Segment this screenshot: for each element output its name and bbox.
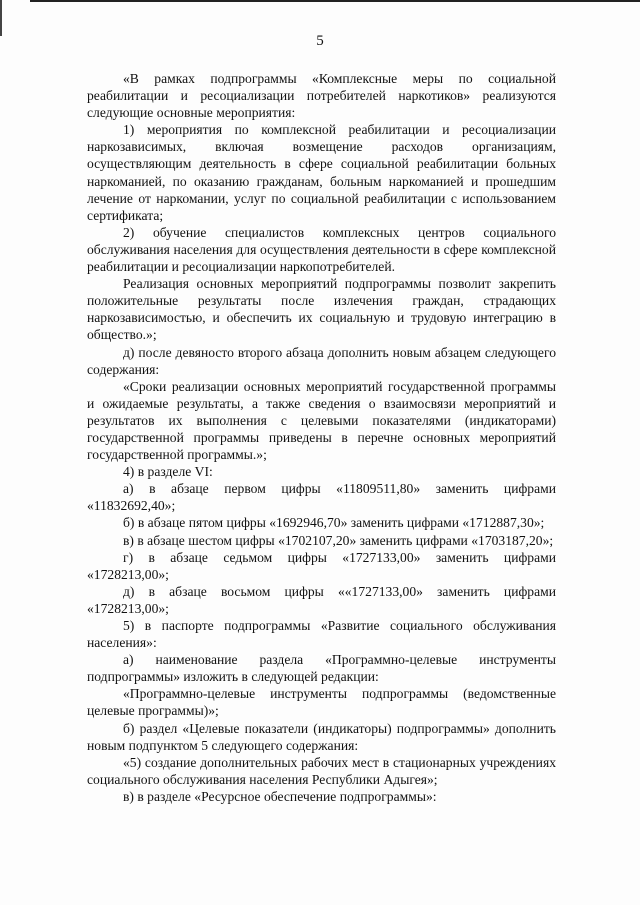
paragraph-7: 4) в разделе VI: <box>123 464 213 480</box>
paragraph-16: б) раздел «Целевые показатели (индикаторы) подпрограммы» дополнить новым подпунктом 5 следующего содержания: <box>87 720 556 753</box>
paragraph-15: «Программно-целевые инструменты подпрограммы (ведомственные целевые программы)»; <box>87 686 556 719</box>
paragraph-9: б) в абзаце пятом цифры «1692946,70» заменить цифрами «1712887,30»; <box>123 515 545 531</box>
paragraph-12: д) в абзаце восьмом цифры ««1727133,00» заменить цифрами «1728213,00»; <box>87 583 556 616</box>
paragraph-11: г) в абзаце седьмом цифры «1727133,00» заменить цифрами «1728213,00»; <box>87 549 556 582</box>
paragraph-10: в) в абзаце шестом цифры «1702107,20» заменить цифрами «1703187,20»; <box>123 532 554 548</box>
paragraph-14: а) наименование раздела «Программно-целевые инструменты подпрограммы» изложить в следующей редакции: <box>87 652 556 685</box>
paragraph-6: «Сроки реализации основных мероприятий государственной программы и ожидаемые результаты, а также сведения о взаимосвязи мероприятий и результатов их выполнения с целевыми показателями (индикаторами) государственной программы приведены в перечне основных мероприятий государственной программы.»; <box>87 378 556 463</box>
paragraph-17: «5) создание дополнительных рабочих мест в стационарных учреждениях социального обслуживания населения Республики Адыгея»; <box>87 754 556 787</box>
scan-edge-left <box>0 0 2 36</box>
paragraph-2: 1) мероприятия по комплексной реабилитации и ресоциализации наркозависимых, включая возмещение расходов организациям, осуществляющим деятельность в сфере социальной реабилитации больных наркоманией, по оказанию гражданам, больным наркоманией и прошедшим лечение от наркомании, услуг по социальной реабилитации с использованием сертификата; <box>87 122 556 223</box>
document-body <box>87 70 556 805</box>
scan-edge-top <box>30 0 640 2</box>
paragraph-4: Реализация основных мероприятий подпрограммы позволит закрепить положительные результаты после излечения граждан, страдающих наркозависимостью, и обеспечить их социальную и трудовую интеграцию в общество.»; <box>87 276 556 343</box>
paragraph-18: в) в разделе «Ресурсное обеспечение подпрограммы»: <box>123 788 437 804</box>
paragraph-1: «В рамках подпрограммы «Комплексные меры по социальной реабилитации и ресоциализации потребителей наркотиков» реализуются следующие основные мероприятия: <box>87 71 556 121</box>
paragraph-3: 2) обучение специалистов комплексных центров социального обслуживания населения для осуществления деятельности в сфере комплексной реабилитации и ресоциализации наркопотребителей. <box>87 224 556 275</box>
paragraph-13: 5) в паспорте подпрограммы «Развитие социального обслуживания населения»: <box>87 618 556 651</box>
page-number: 5 <box>316 33 324 49</box>
paragraph-8: а) в абзаце первом цифры «11809511,80» заменить цифрами «11832692,40»; <box>87 481 556 514</box>
paragraph-5: д) после девяносто второго абзаца дополнить новым абзацем следующего содержания: <box>87 344 556 377</box>
